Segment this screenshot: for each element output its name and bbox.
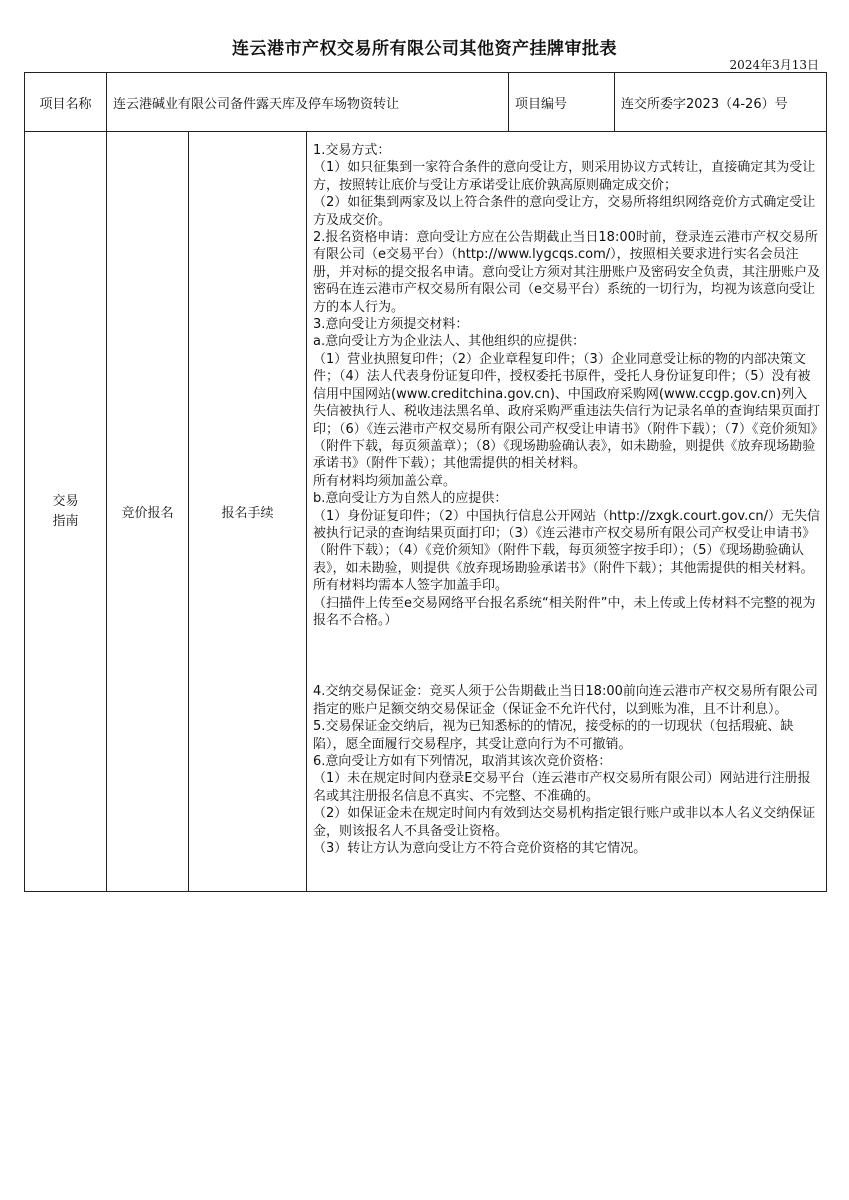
form-date: 2024年3月13日	[729, 58, 819, 72]
content-paragraph: （扫描件上传至e交易网络平台报名系统“相关附件”中，未上传或上传材料不完整的视为报名不合格。）	[313, 595, 816, 628]
content-bottom-spacer	[313, 857, 820, 881]
content-paragraph: 所有材料均须加盖公章。	[313, 473, 457, 489]
content-paragraph: 4.交纳交易保证金：竞买人须于公告期截止当日18:00前向连云港市产权交易所有限公司指定的账户足额交纳交易保证金（保证金不允许代付，以到账为准，且不计利息）。	[313, 684, 818, 717]
header-row	[25, 73, 827, 132]
content-paragraph: （2）如征集到两家及以上符合条件的意向受让方，交易所将组织网络竞价方式确定受让方及成交价。	[313, 195, 816, 228]
trade-guide-cell	[25, 132, 107, 892]
content-spacer	[313, 629, 820, 683]
content-paragraph: （2）如保证金未在规定时间内有效到达交易机构指定银行账户或非以本人名义交纳保证金，则该报名人不具备受让资格。	[313, 806, 816, 839]
trade-guide-line2: 指南	[52, 513, 79, 529]
content-paragraph: 1.交易方式：	[313, 143, 391, 158]
page-title: 连云港市产权交易所有限公司其他资产挂牌审批表	[232, 39, 617, 59]
guide-row	[25, 132, 827, 892]
guide-content	[307, 132, 827, 892]
project-name-label: 项目名称	[25, 73, 107, 132]
project-code-value: 连交所委字2023（4-26）号	[615, 73, 827, 132]
content-paragraph: （3）转让方认为意向受让方不符合竞价资格的其它情况。	[313, 841, 647, 857]
bidding-registration-cell: 竞价报名	[107, 132, 189, 892]
trade-guide-line1: 交易	[52, 493, 79, 509]
content-paragraph: （1）营业执照复印件；（2）企业章程复印件；（3）企业同意受让标的物的内部决策文件；（4）法人代表身份证复印件，授权委托书原件，受托人身份证复印件；（5）没有被信用中国网站(www.creditchina.gov.cn)、中国政府采购网(www.ccgp.gov.cn)列入失信被执行人、税收违法黑名单、政府采购严重违法失信行为记录名单的查询结果页面打印；（6）《连云港市产权交易所有限公司产权受让申请书》（附件下载）；（7）《竞价须知》（附件下载，每页须盖章）；（8）《现场勘验确认表》，如未勘验，则提供《放弃现场勘验承诺书》（附件下载）；其他需提供的相关材料。	[313, 351, 821, 472]
content-paragraph: （1）未在规定时间内登录E交易平台（连云港市产权交易所有限公司）网站进行注册报名或其注册报名信息不真实、不完整、不准确的。	[313, 771, 811, 804]
content-paragraph: b.意向受让方为自然人的应提供：	[313, 491, 508, 507]
registration-procedure-cell: 报名手续	[189, 132, 307, 892]
content-paragraph: 所有材料均需本人签字加盖手印。	[313, 578, 509, 594]
content-paragraph: 5.交易保证金交纳后，视为已知悉标的的情况，接受标的的一切现状（包括瑕疵、缺陷），愿全面履行交易程序，其受让意向行为不可撤销。	[313, 719, 794, 752]
project-code-label: 项目编号	[509, 73, 615, 132]
content-paragraph: 3.意向受让方须提交材料：	[313, 317, 469, 333]
content-paragraph: 2.报名资格申请：意向受让方应在公告期截止当日18:00时前，登录连云港市产权交易所有限公司（e交易平台）（http://www.lygcqs.com/），按照相关要求进行实名会员注册，并对标的提交报名申请。意向受让方须对其注册账户及密码安全负责，其注册账户及密码在连云港市产权交易所有限公司（e交易平台）系统的一切行为，均视为该意向受让方的本人行为。	[313, 230, 821, 315]
content-paragraph: 6.意向受让方如有下列情况，取消其该次竞价资格：	[313, 754, 612, 769]
approval-table	[24, 72, 827, 892]
content-paragraph: （1）如只征集到一家符合条件的意向受让方，则采用协议方式转让，直接确定其为受让方，按照转让底价与受让方承诺受让底价孰高原则确定成交价；	[313, 160, 816, 193]
content-paragraph: a.意向受让方为企业法人、其他组织的应提供：	[313, 334, 586, 350]
content-paragraph: （1）身份证复印件；（2）中国执行信息公开网站（http://zxgk.court.gov.cn/）无失信被执行记录的查询结果页面打印；（3）《连云港市产权交易所有限公司产权受让申请书》（附件下载）；（4）《竞价须知》（附件下载，每页须签字按手印）；（5）《现场勘验确认表》，如未勘验，则提供《放弃现场勘验承诺书》（附件下载）；其他需提供的相关材料。	[313, 508, 821, 576]
project-name-value: 连云港碱业有限公司备件露天库及停车场物资转让	[107, 73, 509, 132]
